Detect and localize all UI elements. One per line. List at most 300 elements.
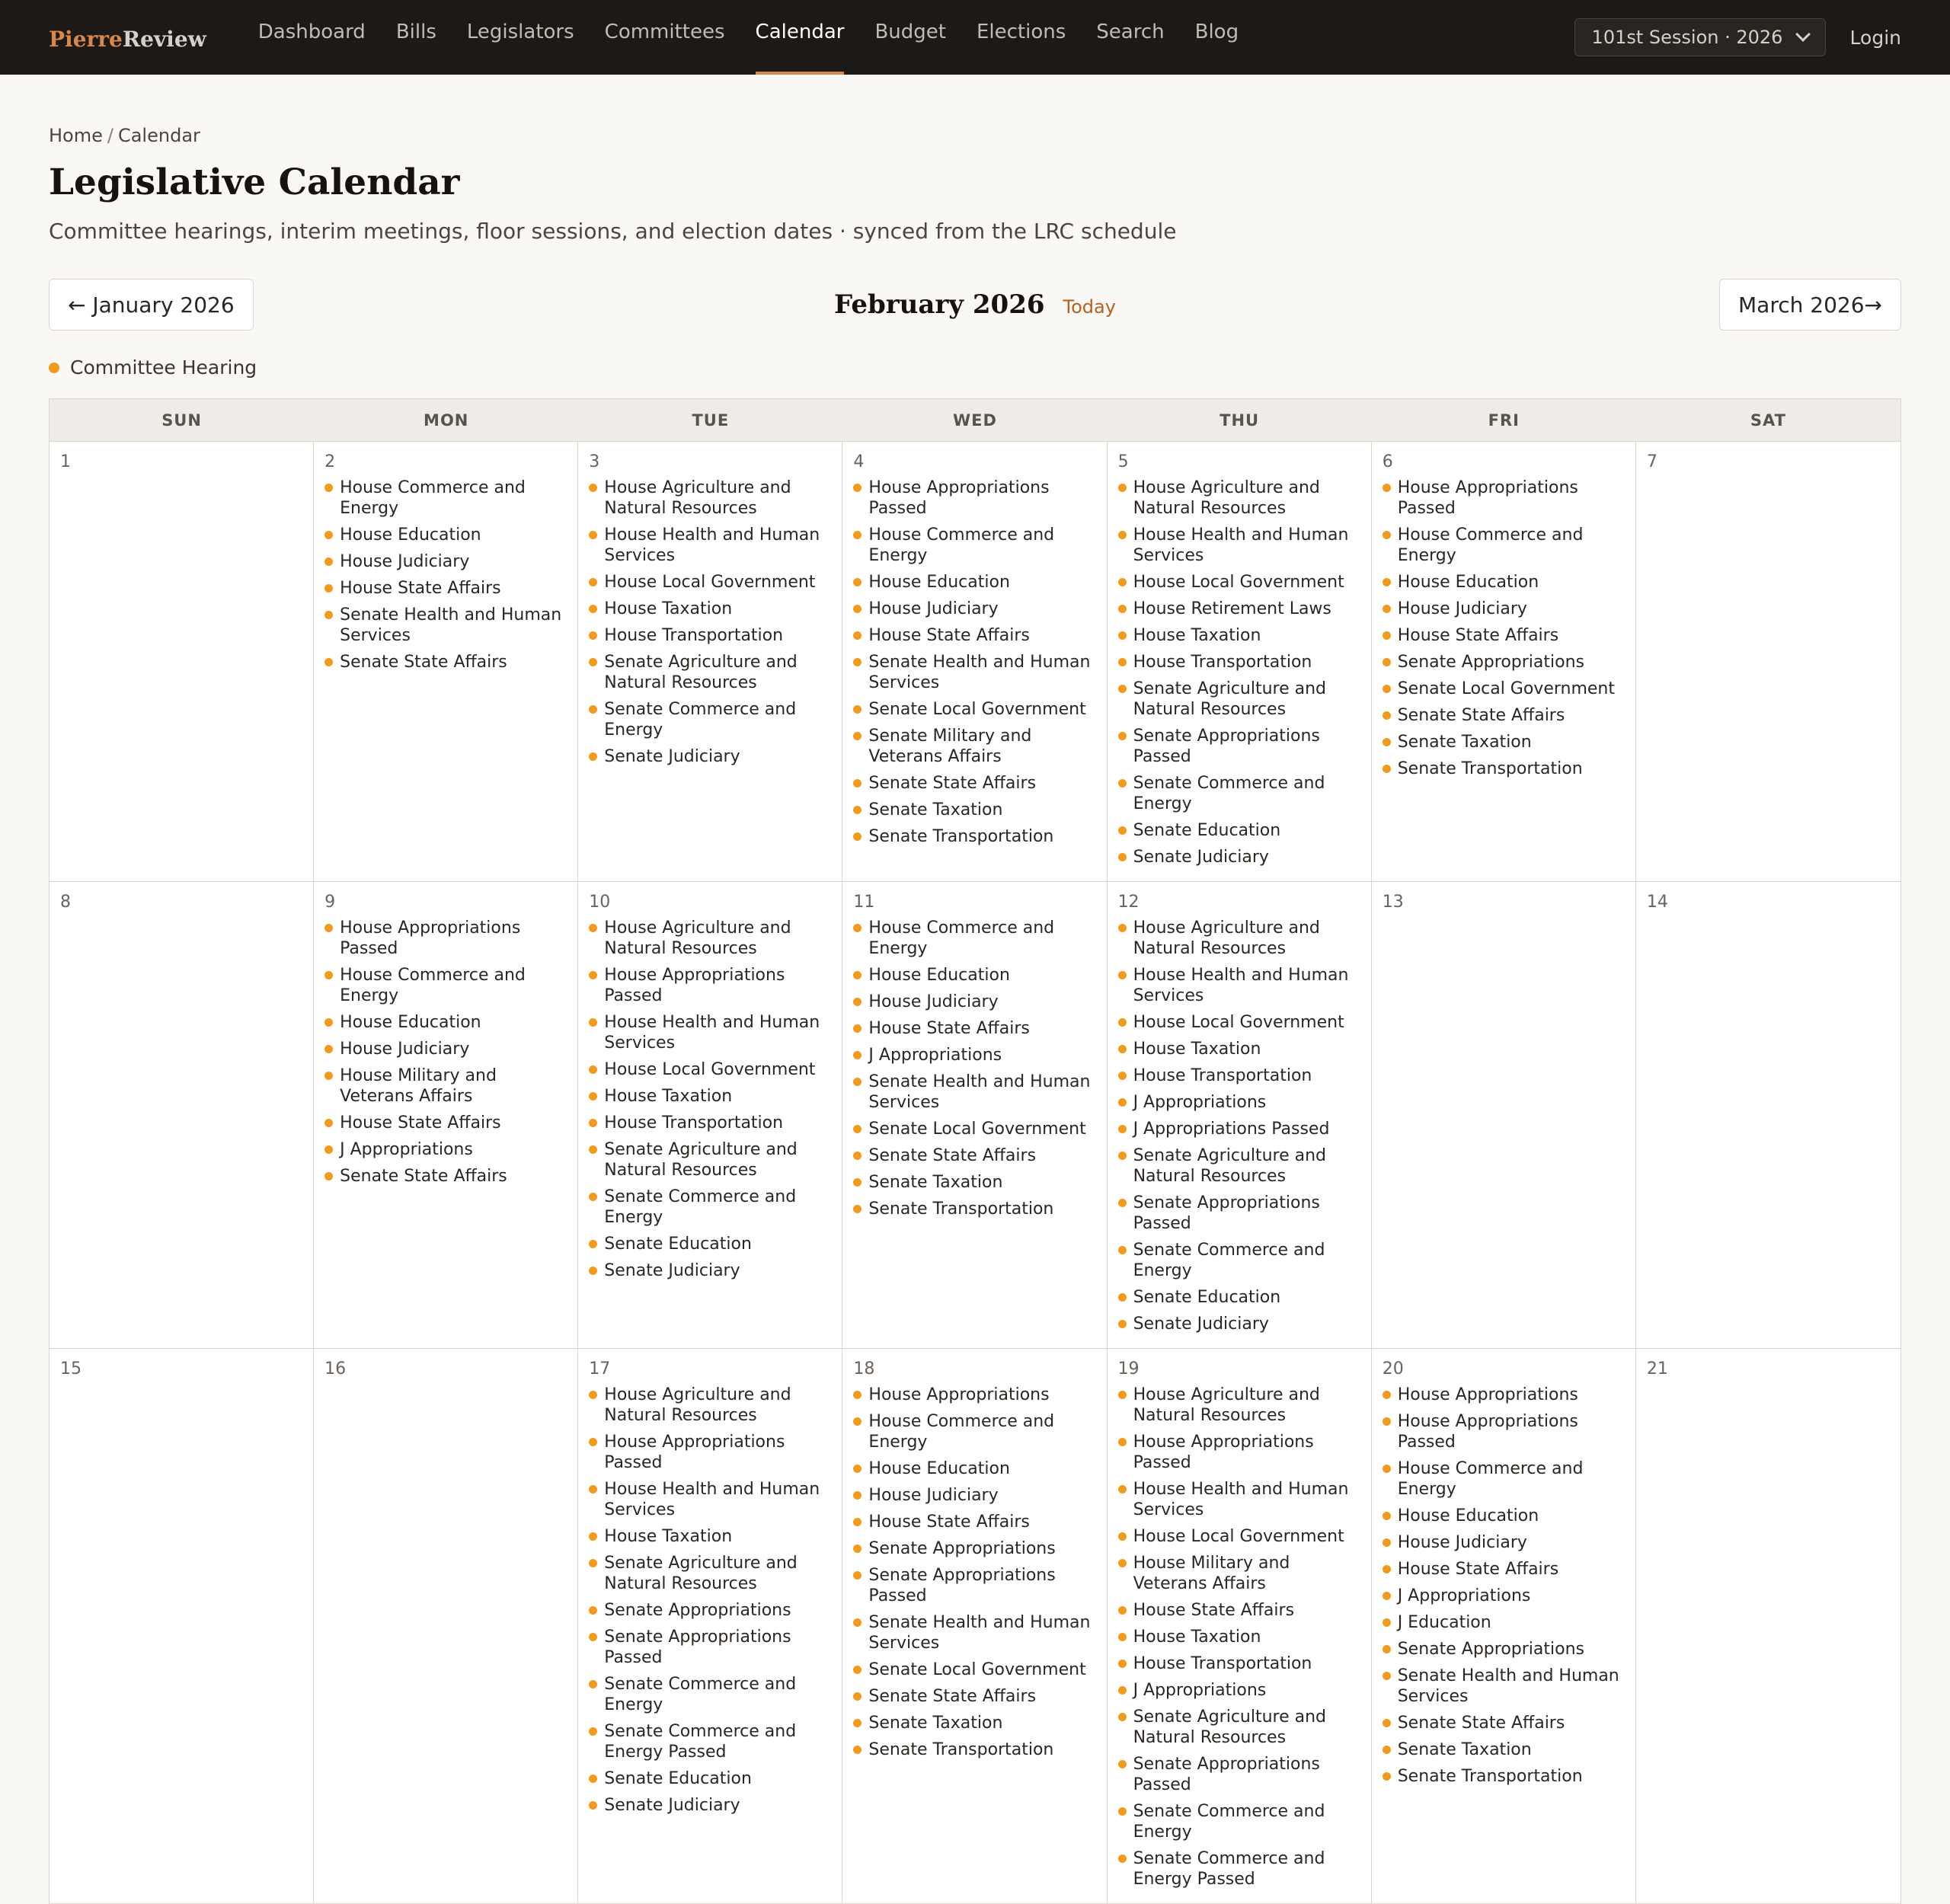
event-label: House Agriculture and Natural Resources — [604, 918, 791, 958]
event-dot-icon — [1383, 658, 1391, 666]
event-label: Senate Commerce and Energy — [604, 1675, 797, 1714]
event-label: House Commerce and Energy — [868, 1412, 1055, 1452]
event-label: Senate Judiciary — [604, 747, 740, 766]
calendar-event[interactable] — [1383, 572, 1625, 593]
event-dot-icon — [1118, 1686, 1127, 1695]
calendar-event[interactable] — [1383, 1639, 1625, 1660]
calendar-event[interactable] — [1383, 652, 1625, 672]
calendar-event[interactable] — [853, 1199, 1095, 1219]
calendar-event[interactable] — [1383, 1458, 1625, 1500]
calendar-event[interactable] — [324, 1065, 567, 1107]
event-dot-icon — [853, 971, 862, 979]
event-label: House Commerce and Energy — [868, 918, 1055, 958]
calendar-event[interactable] — [589, 1627, 831, 1668]
event-dot-icon — [589, 658, 597, 666]
calendar-event[interactable] — [1383, 478, 1625, 519]
nav-legislators[interactable]: Legislators — [466, 21, 574, 43]
calendar-event[interactable] — [1118, 1119, 1360, 1139]
event-label: J Appropriations — [1133, 1681, 1267, 1700]
calendar-event[interactable] — [1118, 1432, 1360, 1473]
event-dot-icon — [1118, 971, 1127, 979]
legend — [49, 356, 1901, 379]
calendar-event[interactable] — [589, 1086, 831, 1107]
session-select[interactable] — [1574, 18, 1826, 56]
calendar-event[interactable] — [1118, 965, 1360, 1006]
calendar-event[interactable] — [853, 1458, 1095, 1479]
calendar-event[interactable] — [1118, 1092, 1360, 1113]
calendar-day-cell[interactable] — [314, 1349, 578, 1903]
event-label: House Education — [868, 966, 1010, 985]
calendar-event[interactable] — [853, 572, 1095, 593]
calendar-day-cell[interactable] — [1636, 1349, 1900, 1903]
calendar-event[interactable] — [853, 1119, 1095, 1139]
event-label: House Taxation — [604, 1527, 733, 1546]
event-dot-icon — [1383, 1592, 1391, 1600]
calendar-event[interactable] — [589, 699, 831, 740]
day-number: 3 — [589, 452, 600, 471]
calendar-event[interactable] — [1383, 1612, 1625, 1633]
day-number: 16 — [324, 1359, 347, 1378]
event-label: House Health and Human Services — [604, 1480, 820, 1519]
event-dot-icon — [1383, 1719, 1391, 1727]
calendar-day-cell[interactable] — [578, 442, 842, 881]
calendar-event[interactable] — [853, 992, 1095, 1012]
calendar-day-cell[interactable] — [1108, 442, 1372, 881]
calendar-event[interactable] — [853, 1045, 1095, 1065]
weekday-label: WED — [953, 411, 997, 430]
calendar-event[interactable] — [1118, 625, 1360, 646]
event-label: J Appropriations — [868, 1046, 1002, 1065]
calendar-event[interactable] — [853, 1018, 1095, 1039]
day-number: 4 — [853, 452, 865, 471]
calendar-day-cell[interactable] — [578, 1349, 842, 1903]
calendar-event[interactable] — [589, 1721, 831, 1762]
calendar-event[interactable] — [1118, 1240, 1360, 1281]
event-label: House Agriculture and Natural Resources — [1133, 478, 1320, 518]
calendar-event[interactable] — [853, 599, 1095, 619]
event-dot-icon — [1118, 1391, 1127, 1399]
nav-bills[interactable]: Bills — [395, 21, 436, 43]
event-dot-icon — [1383, 1465, 1391, 1473]
event-dot-icon — [1118, 1438, 1127, 1446]
calendar-event[interactable] — [1118, 1012, 1360, 1033]
calendar-day-cell[interactable] — [842, 442, 1107, 881]
next-month-button[interactable]: March 2026→ — [1719, 279, 1901, 331]
calendar-event[interactable] — [324, 1166, 567, 1187]
calendar-event[interactable] — [324, 1039, 567, 1059]
calendar-event[interactable] — [589, 1526, 831, 1547]
login-link[interactable]: Login — [1849, 26, 1901, 49]
calendar-event[interactable] — [589, 965, 831, 1006]
calendar-event[interactable] — [589, 1187, 831, 1228]
event-dot-icon — [324, 484, 333, 492]
event-label: Senate Appropriations — [604, 1601, 791, 1620]
calendar-event[interactable] — [589, 1059, 831, 1080]
event-dot-icon — [324, 1145, 333, 1154]
calendar-day-cell[interactable] — [50, 882, 314, 1348]
session-select-value: 101st Session · 2026 — [1591, 27, 1783, 48]
event-dot-icon — [589, 705, 597, 714]
day-number: 5 — [1117, 452, 1129, 471]
calendar-event[interactable] — [324, 918, 567, 959]
calendar-event[interactable] — [1118, 1680, 1360, 1701]
calendar-day-cell[interactable] — [314, 882, 578, 1348]
main-nav — [243, 0, 1254, 75]
calendar-event[interactable] — [589, 1139, 831, 1180]
event-dot-icon — [324, 1119, 333, 1127]
nav-search[interactable]: Search — [1096, 21, 1165, 43]
calendar-event[interactable] — [589, 1674, 831, 1715]
event-dot-icon — [853, 1618, 862, 1627]
day-number: 10 — [589, 893, 611, 912]
event-dot-icon — [1118, 484, 1127, 492]
nav-calendar[interactable]: Calendar — [740, 0, 860, 75]
event-dot-icon — [1118, 1760, 1127, 1768]
weekday-label: MON — [424, 411, 469, 430]
event-label: Senate Judiciary — [1133, 848, 1269, 867]
brand-logo[interactable] — [49, 27, 206, 52]
calendar-event[interactable] — [853, 918, 1095, 959]
event-label: J Education — [1397, 1613, 1491, 1632]
event-dot-icon — [853, 1078, 862, 1086]
event-label: House State Affairs — [1397, 626, 1559, 645]
calendar-day-cell[interactable] — [50, 1349, 314, 1903]
calendar-event[interactable] — [324, 605, 567, 646]
calendar-event[interactable] — [853, 1172, 1095, 1193]
event-dot-icon — [1383, 578, 1391, 586]
calendar-event[interactable] — [1118, 599, 1360, 619]
calendar-event[interactable] — [1118, 1287, 1360, 1308]
event-label: Senate Judiciary — [604, 1796, 740, 1815]
day-number: 12 — [1117, 893, 1140, 912]
calendar-event[interactable] — [589, 1234, 831, 1254]
event-label: J Appropriations — [1133, 1093, 1267, 1112]
calendar-event[interactable] — [324, 478, 567, 519]
event-label: Senate Commerce and Energy — [604, 1187, 797, 1227]
calendar-event[interactable] — [853, 1565, 1095, 1606]
breadcrumb-home[interactable]: Home — [49, 125, 103, 146]
event-label: Senate Appropriations Passed — [868, 1566, 1056, 1605]
calendar-event[interactable] — [589, 1553, 831, 1594]
calendar-event[interactable] — [1118, 1553, 1360, 1594]
event-label: House Transportation — [1133, 1654, 1312, 1673]
calendar-event[interactable] — [589, 599, 831, 619]
calendar-event[interactable] — [589, 1385, 831, 1426]
event-dot-icon — [589, 1119, 597, 1127]
calendar-event[interactable] — [589, 1432, 831, 1473]
calendar-event[interactable] — [853, 1485, 1095, 1506]
calendar-event[interactable] — [853, 1411, 1095, 1452]
calendar-event[interactable] — [1118, 478, 1360, 519]
event-label: Senate Taxation — [868, 1714, 1003, 1733]
calendar-day-cell[interactable] — [1108, 1349, 1372, 1903]
prev-month-button[interactable]: ← January 2026 — [49, 279, 254, 331]
calendar-day-cell[interactable] — [578, 882, 842, 1348]
calendar-event[interactable] — [589, 572, 831, 593]
event-label: House Appropriations Passed — [1133, 1433, 1314, 1472]
calendar-event[interactable] — [589, 1113, 831, 1133]
event-label: Senate Health and Human Services — [868, 653, 1091, 692]
event-label: House State Affairs — [868, 1019, 1030, 1038]
calendar-event[interactable] — [853, 1686, 1095, 1707]
event-dot-icon — [324, 611, 333, 619]
event-dot-icon — [853, 1666, 862, 1674]
calendar-event[interactable] — [1118, 1801, 1360, 1842]
event-dot-icon — [1118, 605, 1127, 613]
legend-label: Committee Hearing — [70, 356, 257, 379]
calendar-event[interactable] — [853, 525, 1095, 566]
calendar-event[interactable] — [1383, 705, 1625, 726]
calendar-event[interactable] — [1383, 525, 1625, 566]
calendar-event[interactable] — [589, 746, 831, 767]
event-label: House Education — [868, 1459, 1010, 1478]
event-dot-icon — [1383, 531, 1391, 539]
event-label: House State Affairs — [868, 626, 1030, 645]
event-label: House State Affairs — [340, 1113, 501, 1132]
event-label: House Taxation — [1133, 1040, 1261, 1059]
calendar-event[interactable] — [1118, 726, 1360, 767]
calendar-event[interactable] — [589, 525, 831, 566]
calendar-event[interactable] — [853, 1739, 1095, 1760]
event-dot-icon — [853, 631, 862, 640]
calendar-event[interactable] — [589, 1600, 831, 1621]
event-dot-icon — [1383, 1645, 1391, 1653]
event-dot-icon — [853, 1465, 862, 1473]
calendar-event[interactable] — [1118, 1653, 1360, 1674]
event-dot-icon — [1118, 924, 1127, 932]
day-number: 6 — [1382, 452, 1393, 471]
calendar-event[interactable] — [1383, 1411, 1625, 1452]
calendar-event[interactable] — [324, 551, 567, 572]
event-dot-icon — [589, 1145, 597, 1154]
event-label: J Appropriations Passed — [1133, 1120, 1330, 1139]
event-label: House Transportation — [1133, 653, 1312, 672]
event-label: House Education — [340, 1013, 481, 1032]
calendar-event[interactable] — [324, 652, 567, 672]
event-label: House State Affairs — [1397, 1560, 1559, 1579]
calendar-event[interactable] — [1383, 1713, 1625, 1733]
calendar-event[interactable] — [1383, 1559, 1625, 1580]
event-dot-icon — [853, 531, 862, 539]
nav-blog[interactable]: Blog — [1194, 21, 1239, 43]
event-dot-icon — [589, 1267, 597, 1275]
event-label: House Appropriations — [868, 1385, 1050, 1404]
brand-part-2: Review — [122, 26, 206, 52]
calendar-event[interactable] — [1383, 759, 1625, 779]
calendar-event[interactable] — [1118, 1065, 1360, 1086]
event-dot-icon — [589, 1018, 597, 1027]
event-dot-icon — [589, 1775, 597, 1783]
event-label: Senate Agriculture and Natural Resources — [1133, 1146, 1327, 1186]
event-label: House Taxation — [604, 1087, 733, 1106]
calendar-week-row — [50, 1349, 1900, 1904]
chevron-down-icon — [1795, 27, 1811, 42]
nav-committees[interactable]: Committees — [604, 21, 725, 43]
calendar-event[interactable] — [1118, 1600, 1360, 1621]
calendar-event[interactable] — [589, 1260, 831, 1281]
nav-elections[interactable]: Elections — [976, 21, 1066, 43]
event-label: House Judiciary — [1397, 599, 1527, 618]
event-dot-icon — [1383, 685, 1391, 693]
calendar-event[interactable] — [589, 625, 831, 646]
event-dot-icon — [1118, 1606, 1127, 1615]
calendar-event[interactable] — [589, 1479, 831, 1520]
event-label: Senate State Affairs — [340, 1167, 507, 1186]
calendar-event[interactable] — [853, 1145, 1095, 1166]
event-label: Senate Local Government — [1397, 679, 1615, 698]
calendar-event[interactable] — [1118, 679, 1360, 720]
calendar-day-cell[interactable] — [1372, 1349, 1636, 1903]
event-dot-icon — [1118, 1246, 1127, 1254]
calendar-day-cell[interactable] — [1372, 442, 1636, 881]
calendar-event[interactable] — [1383, 1586, 1625, 1606]
event-label: House Transportation — [604, 1113, 784, 1132]
calendar-event[interactable] — [324, 1012, 567, 1033]
calendar-event[interactable] — [853, 1512, 1095, 1532]
calendar-event[interactable] — [589, 918, 831, 959]
calendar-event[interactable] — [589, 478, 831, 519]
event-dot-icon — [589, 1559, 597, 1567]
event-dot-icon — [1118, 1320, 1127, 1328]
event-dot-icon — [324, 658, 333, 666]
event-label: House Health and Human Services — [1133, 966, 1349, 1005]
event-label: House Military and Veterans Affairs — [1133, 1554, 1290, 1593]
event-label: House Health and Human Services — [1133, 526, 1349, 565]
calendar-event[interactable] — [324, 578, 567, 599]
event-label: Senate Judiciary — [604, 1261, 740, 1280]
calendar-event[interactable] — [853, 800, 1095, 820]
calendar-event[interactable] — [1118, 1707, 1360, 1748]
calendar-event[interactable] — [1383, 1532, 1625, 1553]
calendar-event[interactable] — [1118, 525, 1360, 566]
weekday-header — [50, 399, 1900, 442]
calendar-event[interactable] — [853, 1660, 1095, 1680]
calendar-event[interactable] — [1118, 1627, 1360, 1647]
calendar-event[interactable] — [1118, 1193, 1360, 1234]
event-label: Senate Agriculture and Natural Resources — [604, 1140, 798, 1180]
event-label: House Local Government — [1133, 573, 1344, 592]
calendar-event[interactable] — [1118, 572, 1360, 593]
calendar-event[interactable] — [1118, 1145, 1360, 1187]
calendar-event[interactable] — [1383, 1666, 1625, 1707]
breadcrumb-current: Calendar — [117, 125, 200, 146]
weekday-label: TUE — [692, 411, 730, 430]
calendar-event[interactable] — [1383, 599, 1625, 619]
calendar-event[interactable] — [1118, 1314, 1360, 1334]
calendar-day-cell[interactable] — [842, 882, 1107, 1348]
calendar-event[interactable] — [324, 965, 567, 1006]
event-dot-icon — [1118, 1293, 1127, 1302]
calendar-event[interactable] — [853, 773, 1095, 794]
calendar-event[interactable] — [1383, 679, 1625, 699]
calendar-event[interactable] — [1118, 1848, 1360, 1890]
event-dot-icon — [853, 705, 862, 714]
calendar-day-cell[interactable] — [314, 442, 578, 881]
calendar-event[interactable] — [1118, 918, 1360, 959]
calendar-event[interactable] — [1118, 1526, 1360, 1547]
event-label: House State Affairs — [1133, 1601, 1295, 1620]
event-label: Senate Appropriations — [1397, 1640, 1584, 1659]
event-dot-icon — [853, 832, 862, 841]
event-label: Senate Agriculture and Natural Resources — [604, 1554, 798, 1593]
calendar-day-cell[interactable] — [1108, 882, 1372, 1348]
event-dot-icon — [589, 1680, 597, 1688]
calendar-day-cell[interactable] — [842, 1349, 1107, 1903]
calendar-event[interactable] — [324, 1113, 567, 1133]
calendar-event[interactable] — [1118, 1385, 1360, 1426]
event-label: Senate Health and Human Services — [1397, 1666, 1619, 1706]
calendar-day-cell[interactable] — [1636, 442, 1900, 881]
nav-budget[interactable]: Budget — [874, 21, 946, 43]
calendar-event[interactable] — [853, 826, 1095, 847]
calendar-day-cell[interactable] — [1636, 882, 1900, 1348]
event-dot-icon — [853, 1692, 862, 1701]
calendar-event[interactable] — [1383, 625, 1625, 646]
calendar-event[interactable] — [1118, 652, 1360, 672]
event-dot-icon — [1383, 1391, 1391, 1399]
calendar-event[interactable] — [589, 652, 831, 693]
event-dot-icon — [589, 578, 597, 586]
calendar-event[interactable] — [853, 699, 1095, 720]
nav-dashboard[interactable]: Dashboard — [257, 21, 366, 43]
calendar-event[interactable] — [589, 1012, 831, 1053]
event-label: Senate State Affairs — [868, 1146, 1037, 1165]
today-link[interactable]: Today — [1063, 296, 1116, 318]
calendar-event[interactable] — [853, 1538, 1095, 1559]
calendar-day-cell[interactable] — [1372, 882, 1636, 1348]
calendar-event[interactable] — [853, 1713, 1095, 1733]
event-label: Senate Taxation — [1397, 1740, 1532, 1759]
calendar-event[interactable] — [853, 1612, 1095, 1653]
calendar-day-cell[interactable] — [50, 442, 314, 881]
calendar-event[interactable] — [324, 1139, 567, 1160]
calendar-event[interactable] — [853, 1072, 1095, 1113]
calendar-event[interactable] — [589, 1795, 831, 1816]
calendar-event[interactable] — [853, 652, 1095, 693]
event-dot-icon — [1118, 1660, 1127, 1668]
calendar-event[interactable] — [853, 478, 1095, 519]
calendar-event[interactable] — [853, 726, 1095, 767]
event-label: Senate Appropriations Passed — [604, 1628, 791, 1667]
calendar-event[interactable] — [853, 965, 1095, 986]
calendar-event[interactable] — [1118, 820, 1360, 841]
event-label: Senate Commerce and Energy — [1133, 1802, 1325, 1842]
calendar-event[interactable] — [589, 1768, 831, 1789]
calendar-event[interactable] — [853, 625, 1095, 646]
event-dot-icon — [853, 732, 862, 740]
calendar-event[interactable] — [1383, 1506, 1625, 1526]
calendar-event[interactable] — [1118, 847, 1360, 867]
event-label: Senate State Affairs — [1397, 1714, 1565, 1733]
calendar-event[interactable] — [1383, 732, 1625, 752]
event-dot-icon — [853, 1417, 862, 1426]
calendar-event[interactable] — [1118, 1754, 1360, 1795]
calendar-event[interactable] — [1118, 1039, 1360, 1059]
event-dot-icon — [1118, 1098, 1127, 1107]
event-label: Senate Taxation — [868, 800, 1003, 819]
calendar-event[interactable] — [853, 1385, 1095, 1405]
event-label: Senate Agriculture and Natural Resources — [604, 653, 798, 692]
calendar-event[interactable] — [1118, 1479, 1360, 1520]
calendar-event[interactable] — [1118, 773, 1360, 814]
event-dot-icon — [1118, 658, 1127, 666]
calendar-event[interactable] — [1383, 1385, 1625, 1405]
calendar-event[interactable] — [1383, 1766, 1625, 1787]
event-dot-icon — [1118, 1199, 1127, 1207]
event-label: Senate Transportation — [868, 1200, 1054, 1219]
calendar-event[interactable] — [324, 525, 567, 545]
calendar-event[interactable] — [1383, 1739, 1625, 1760]
